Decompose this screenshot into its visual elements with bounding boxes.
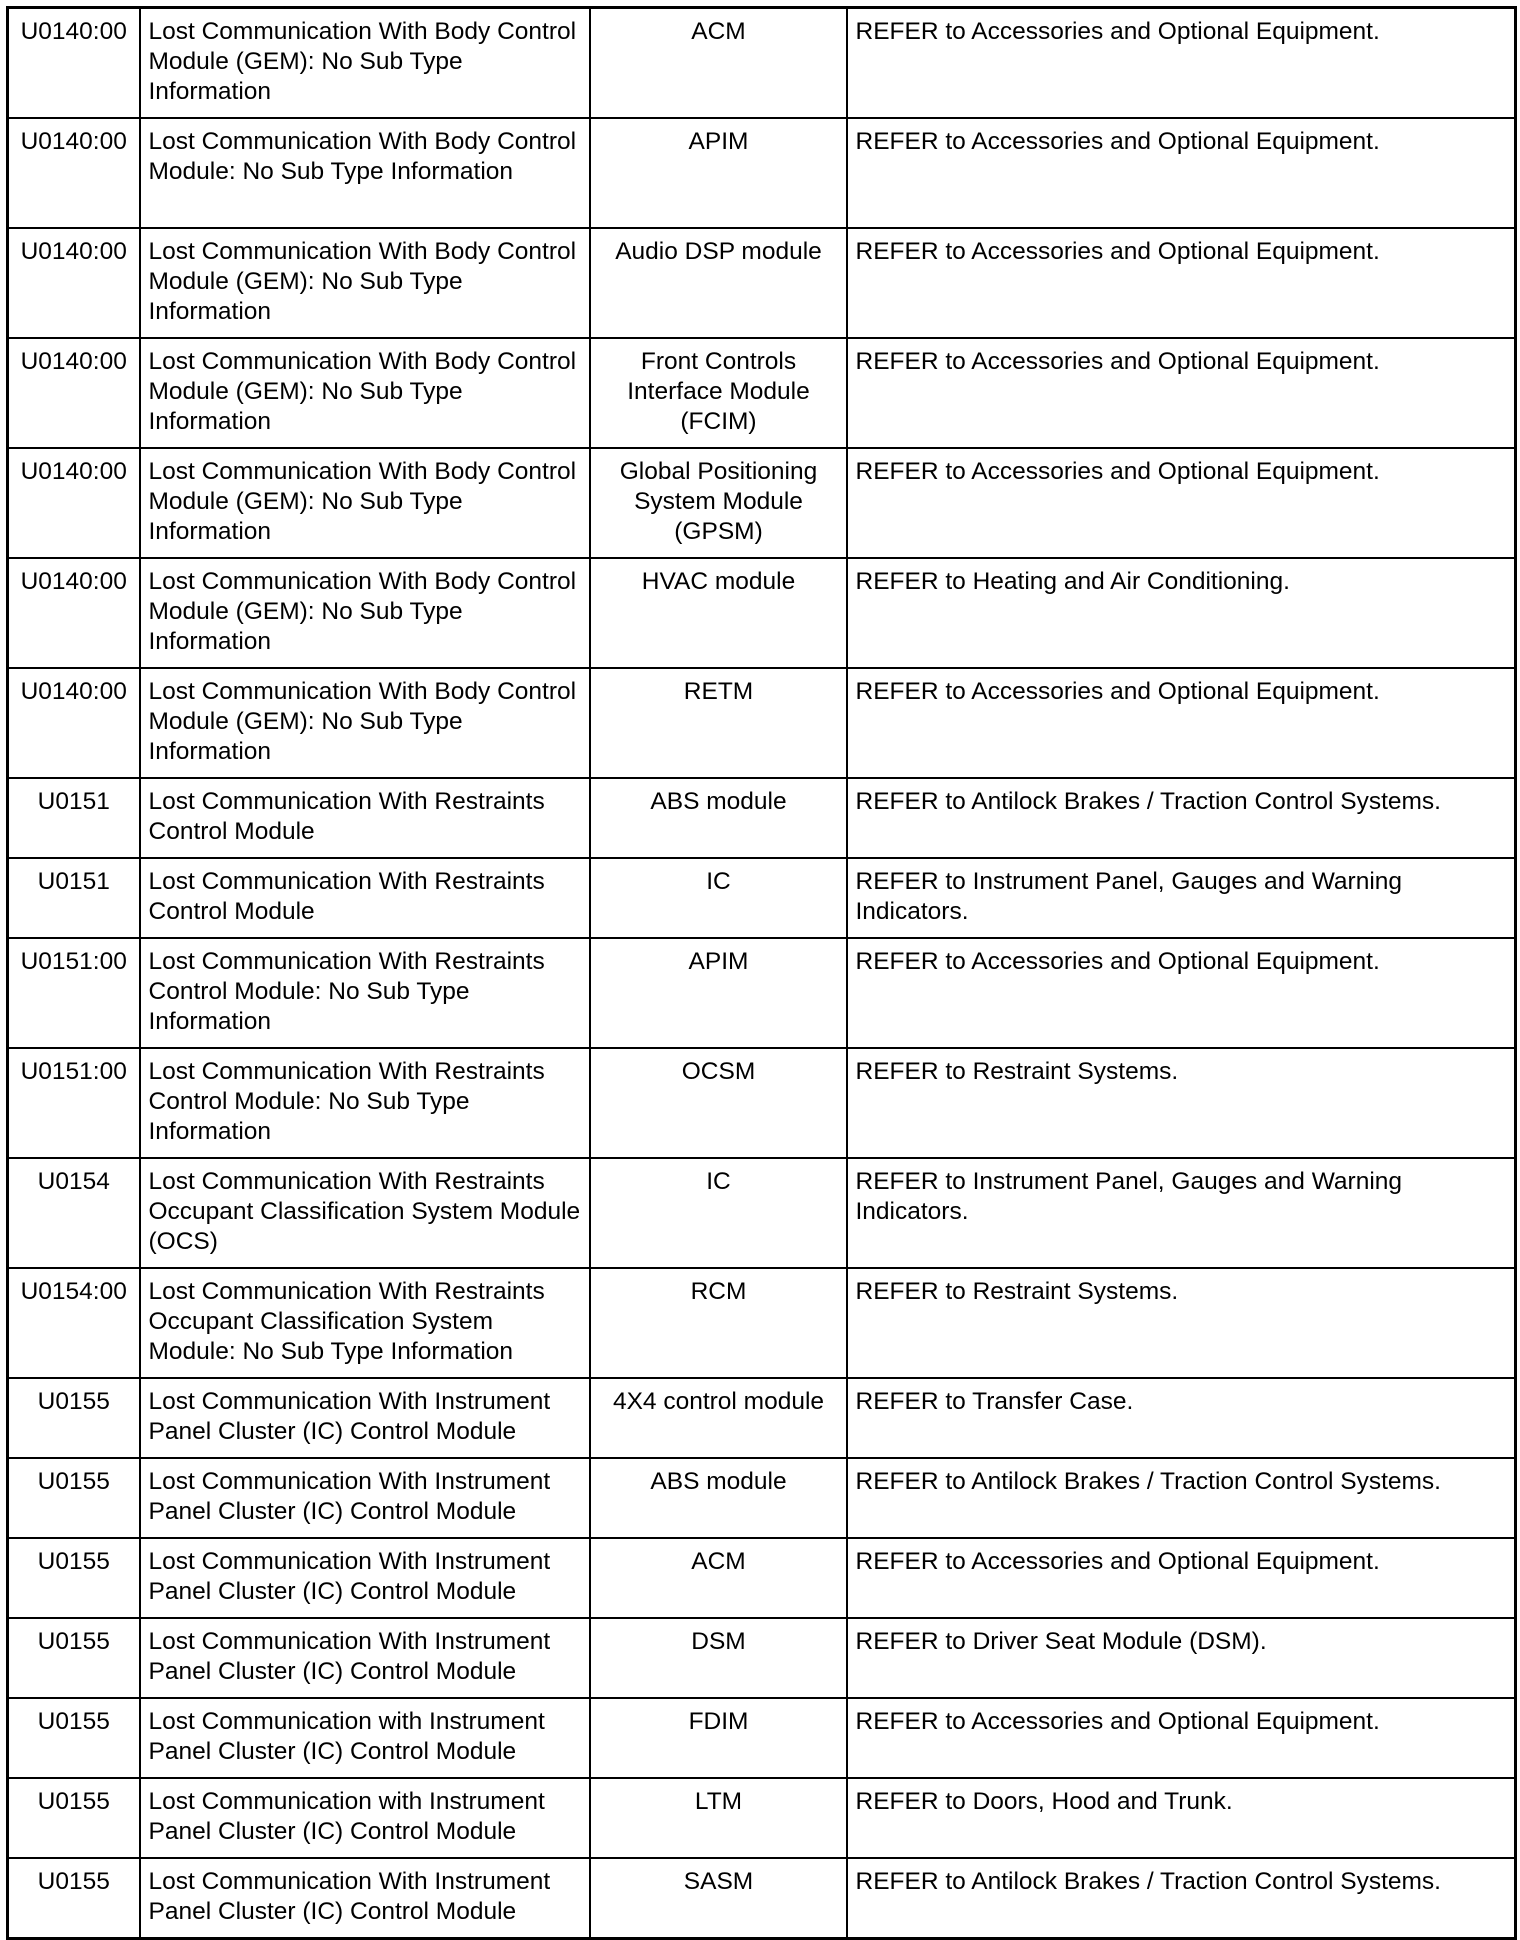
reporting-module-cell: FDIM <box>590 1698 847 1778</box>
dtc-table-container <box>6 6 1514 1940</box>
dtc-code-cell: U0140:00 <box>8 8 140 119</box>
action-cell: REFER to Heating and Air Conditioning. <box>847 558 1516 668</box>
dtc-code-cell: U0155 <box>8 1778 140 1858</box>
dtc-description-cell: Lost Communication with Instrument Panel Cluster (IC) Control Module <box>140 1778 590 1858</box>
reporting-module-cell: 4X4 control module <box>590 1378 847 1458</box>
dtc-code-cell: U0155 <box>8 1698 140 1778</box>
dtc-description-cell: Lost Communication With Instrument Panel Cluster (IC) Control Module <box>140 1378 590 1458</box>
dtc-code-cell: U0140:00 <box>8 558 140 668</box>
table-row <box>8 1618 1516 1698</box>
action-cell: REFER to Accessories and Optional Equipment. <box>847 1538 1516 1618</box>
table-row <box>8 118 1516 228</box>
action-cell: REFER to Instrument Panel, Gauges and Warning Indicators. <box>847 1158 1516 1268</box>
table-row <box>8 1378 1516 1458</box>
table-row <box>8 1158 1516 1268</box>
action-cell: REFER to Restraint Systems. <box>847 1268 1516 1378</box>
dtc-code-cell: U0140:00 <box>8 668 140 778</box>
dtc-description-cell: Lost Communication With Body Control Module (GEM): No Sub Type Information <box>140 558 590 668</box>
action-cell: REFER to Accessories and Optional Equipment. <box>847 338 1516 448</box>
dtc-code-cell: U0140:00 <box>8 448 140 558</box>
table-row <box>8 778 1516 858</box>
dtc-description-cell: Lost Communication With Body Control Module (GEM): No Sub Type Information <box>140 668 590 778</box>
table-row <box>8 558 1516 668</box>
reporting-module-cell: DSM <box>590 1618 847 1698</box>
dtc-description-cell: Lost Communication With Restraints Occupant Classification System Module: No Sub Type Information <box>140 1268 590 1378</box>
table-row <box>8 1048 1516 1158</box>
reporting-module-cell: RCM <box>590 1268 847 1378</box>
action-cell: REFER to Accessories and Optional Equipment. <box>847 1698 1516 1778</box>
table-row <box>8 8 1516 119</box>
table-row <box>8 938 1516 1048</box>
table-row <box>8 338 1516 448</box>
dtc-code-cell: U0155 <box>8 1618 140 1698</box>
reporting-module-cell: Front Controls Interface Module (FCIM) <box>590 338 847 448</box>
action-cell: REFER to Transfer Case. <box>847 1378 1516 1458</box>
table-row <box>8 668 1516 778</box>
dtc-code-cell: U0140:00 <box>8 118 140 228</box>
dtc-code-cell: U0155 <box>8 1378 140 1458</box>
reporting-module-cell: RETM <box>590 668 847 778</box>
dtc-description-cell: Lost Communication With Restraints Control Module <box>140 778 590 858</box>
dtc-code-cell: U0154:00 <box>8 1268 140 1378</box>
action-cell: REFER to Accessories and Optional Equipment. <box>847 668 1516 778</box>
dtc-description-cell: Lost Communication With Restraints Control Module: No Sub Type Information <box>140 938 590 1048</box>
action-cell: REFER to Accessories and Optional Equipment. <box>847 228 1516 338</box>
dtc-description-cell: Lost Communication With Instrument Panel Cluster (IC) Control Module <box>140 1618 590 1698</box>
reporting-module-cell: SASM <box>590 1858 847 1939</box>
dtc-description-cell: Lost Communication with Instrument Panel Cluster (IC) Control Module <box>140 1698 590 1778</box>
dtc-description-cell: Lost Communication With Instrument Panel Cluster (IC) Control Module <box>140 1538 590 1618</box>
reporting-module-cell: APIM <box>590 938 847 1048</box>
table-row <box>8 1458 1516 1538</box>
dtc-table-body <box>8 8 1516 1939</box>
action-cell: REFER to Accessories and Optional Equipment. <box>847 448 1516 558</box>
reporting-module-cell: Audio DSP module <box>590 228 847 338</box>
dtc-description-cell: Lost Communication With Body Control Module (GEM): No Sub Type Information <box>140 338 590 448</box>
table-row <box>8 448 1516 558</box>
dtc-code-cell: U0151 <box>8 778 140 858</box>
dtc-description-cell: Lost Communication With Body Control Module: No Sub Type Information <box>140 118 590 228</box>
action-cell: REFER to Accessories and Optional Equipment. <box>847 8 1516 119</box>
dtc-description-cell: Lost Communication With Instrument Panel Cluster (IC) Control Module <box>140 1458 590 1538</box>
dtc-code-cell: U0140:00 <box>8 228 140 338</box>
action-cell: REFER to Accessories and Optional Equipment. <box>847 118 1516 228</box>
reporting-module-cell: APIM <box>590 118 847 228</box>
dtc-table <box>6 6 1517 1940</box>
table-row <box>8 1268 1516 1378</box>
action-cell: REFER to Antilock Brakes / Traction Control Systems. <box>847 1458 1516 1538</box>
action-cell: REFER to Antilock Brakes / Traction Control Systems. <box>847 1858 1516 1939</box>
reporting-module-cell: IC <box>590 858 847 938</box>
reporting-module-cell: ABS module <box>590 778 847 858</box>
dtc-description-cell: Lost Communication With Restraints Occupant Classification System Module (OCS) <box>140 1158 590 1268</box>
dtc-description-cell: Lost Communication With Restraints Control Module: No Sub Type Information <box>140 1048 590 1158</box>
reporting-module-cell: ACM <box>590 8 847 119</box>
dtc-description-cell: Lost Communication With Body Control Module (GEM): No Sub Type Information <box>140 448 590 558</box>
table-row <box>8 1858 1516 1939</box>
dtc-description-cell: Lost Communication With Restraints Control Module <box>140 858 590 938</box>
table-row <box>8 228 1516 338</box>
dtc-code-cell: U0140:00 <box>8 338 140 448</box>
reporting-module-cell: HVAC module <box>590 558 847 668</box>
action-cell: REFER to Doors, Hood and Trunk. <box>847 1778 1516 1858</box>
dtc-code-cell: U0155 <box>8 1458 140 1538</box>
table-row <box>8 1778 1516 1858</box>
table-row <box>8 1698 1516 1778</box>
dtc-description-cell: Lost Communication With Body Control Module (GEM): No Sub Type Information <box>140 228 590 338</box>
reporting-module-cell: OCSM <box>590 1048 847 1158</box>
dtc-code-cell: U0151 <box>8 858 140 938</box>
dtc-code-cell: U0154 <box>8 1158 140 1268</box>
action-cell: REFER to Antilock Brakes / Traction Control Systems. <box>847 778 1516 858</box>
dtc-code-cell: U0151:00 <box>8 938 140 1048</box>
reporting-module-cell: Global Positioning System Module (GPSM) <box>590 448 847 558</box>
reporting-module-cell: ABS module <box>590 1458 847 1538</box>
action-cell: REFER to Accessories and Optional Equipment. <box>847 938 1516 1048</box>
table-row <box>8 1538 1516 1618</box>
reporting-module-cell: LTM <box>590 1778 847 1858</box>
dtc-code-cell: U0155 <box>8 1858 140 1939</box>
table-row <box>8 858 1516 938</box>
reporting-module-cell: ACM <box>590 1538 847 1618</box>
reporting-module-cell: IC <box>590 1158 847 1268</box>
dtc-description-cell: Lost Communication With Body Control Module (GEM): No Sub Type Information <box>140 8 590 119</box>
action-cell: REFER to Instrument Panel, Gauges and Warning Indicators. <box>847 858 1516 938</box>
action-cell: REFER to Driver Seat Module (DSM). <box>847 1618 1516 1698</box>
action-cell: REFER to Restraint Systems. <box>847 1048 1516 1158</box>
dtc-code-cell: U0155 <box>8 1538 140 1618</box>
dtc-code-cell: U0151:00 <box>8 1048 140 1158</box>
dtc-description-cell: Lost Communication With Instrument Panel Cluster (IC) Control Module <box>140 1858 590 1939</box>
